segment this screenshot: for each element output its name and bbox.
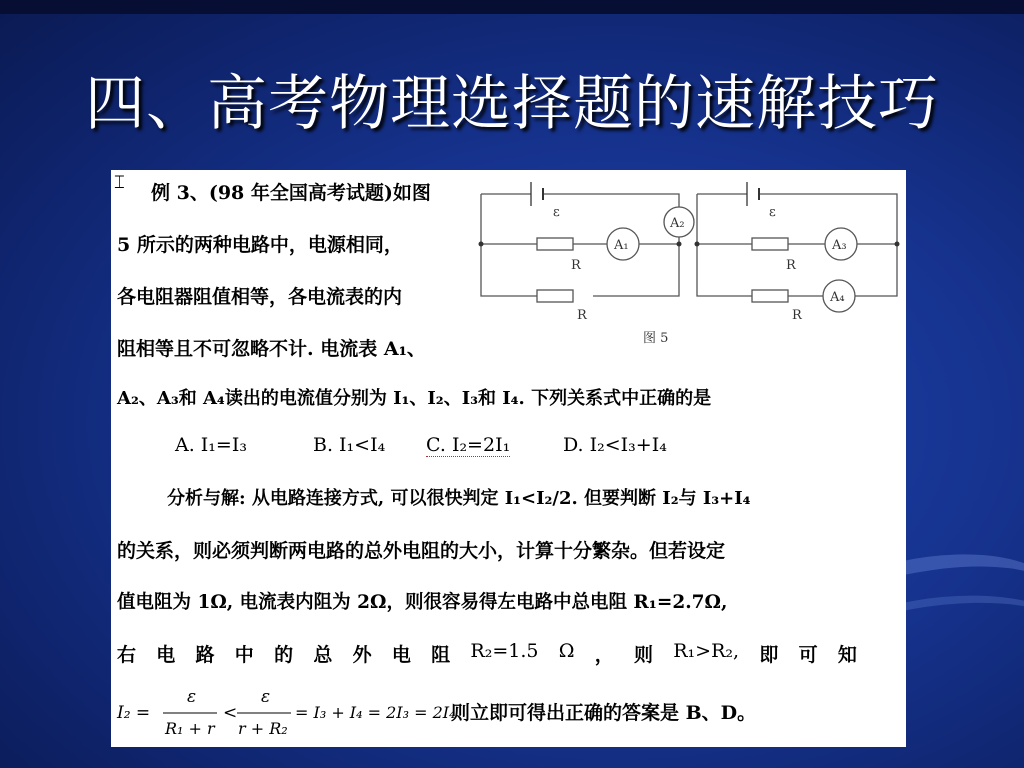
formula-lt: < bbox=[223, 703, 238, 723]
word: R₂=1.5 bbox=[470, 640, 539, 662]
problem-line-2: 5 所示的两种电路中，电源相同， bbox=[117, 234, 403, 256]
circuit-figure bbox=[473, 174, 903, 354]
formula bbox=[115, 682, 465, 742]
emf-label-right: ε bbox=[769, 205, 776, 220]
word: R₁>R₂, bbox=[673, 640, 740, 662]
word: 右 bbox=[117, 644, 137, 666]
slide-title: 四、高考物理选择题的速解技巧 bbox=[85, 69, 939, 139]
conclusion: 则立即可得出正确的答案是 B、D。 bbox=[451, 702, 757, 724]
content-panel bbox=[111, 170, 906, 747]
word: 路 bbox=[195, 644, 215, 666]
resistor-label: R bbox=[577, 308, 587, 323]
word: 电 bbox=[391, 644, 411, 666]
top-bar bbox=[0, 0, 1024, 14]
problem-line-3: 各电阻器阻值相等，各电流表的内 bbox=[117, 286, 403, 308]
ammeter-a1: A₁ bbox=[614, 238, 629, 253]
emf-label-left: ε bbox=[553, 205, 560, 220]
word: 总 bbox=[313, 644, 333, 666]
figure-caption: 图 5 bbox=[643, 331, 669, 346]
formula-frac1-num: ε bbox=[187, 687, 197, 707]
word: 则 bbox=[633, 644, 653, 666]
ammeter-a3: A₃ bbox=[832, 238, 847, 253]
word: 即 bbox=[759, 644, 779, 666]
formula-frac1-den: R₁ + r bbox=[165, 719, 215, 738]
formula-rhs: = I₃ + I₄ = 2I₃ = 2I₄ bbox=[295, 703, 456, 722]
word: 知 bbox=[837, 644, 857, 666]
word: 的 bbox=[274, 644, 294, 666]
formula-frac2-den: r + R₂ bbox=[238, 719, 288, 738]
word: ， bbox=[594, 644, 614, 666]
text-cursor-icon: ⌶ bbox=[114, 172, 125, 193]
word: 电 bbox=[156, 644, 176, 666]
analysis-line-3: 值电阻为 1Ω, 电流表内阻为 2Ω，则很容易得左电路中总电阻 R₁=2.7Ω, bbox=[117, 592, 728, 613]
analysis-line-1: 分析与解: 从电路连接方式, 可以很快判定 I₁<I₂/2. 但要判断 I₂与 I₃+I₄ bbox=[167, 488, 751, 509]
formula-lhs: I₂ = bbox=[117, 703, 151, 723]
option-c: C. I₂=2I₁ bbox=[426, 434, 511, 456]
problem-line-1: 例 3、(98 年全国高考试题)如图 bbox=[151, 182, 431, 204]
word: 可 bbox=[798, 644, 818, 666]
ammeter-a4: A₄ bbox=[830, 290, 845, 305]
option-a: A. I₁=I₃ bbox=[175, 434, 247, 456]
resistor-label: R bbox=[792, 308, 802, 323]
analysis-line-2: 的关系，则必须判断两电路的总外电阻的大小，计算十分繁杂。但若设定 bbox=[117, 540, 726, 562]
option-b: B. I₁<I₄ bbox=[313, 434, 386, 456]
analysis-line-4 bbox=[117, 640, 857, 667]
formula-frac2-num: ε bbox=[261, 687, 271, 707]
problem-line-5: A₂、A₃和 A₄读出的电流值分别为 I₁、I₂、I₃和 I₄. 下列关系式中正确的是 bbox=[117, 388, 712, 409]
resistor-label: R bbox=[786, 258, 796, 273]
word: 中 bbox=[234, 644, 254, 666]
problem-line-4: 阻相等且不可忽略不计. 电流表 A₁、 bbox=[117, 338, 426, 360]
resistor-label: R bbox=[571, 258, 581, 273]
word: 阻 bbox=[431, 644, 451, 666]
word: Ω bbox=[558, 640, 575, 662]
option-d: D. I₂<I₃+I₄ bbox=[563, 434, 667, 456]
word: 外 bbox=[352, 644, 372, 666]
ammeter-a2: A₂ bbox=[670, 216, 685, 231]
